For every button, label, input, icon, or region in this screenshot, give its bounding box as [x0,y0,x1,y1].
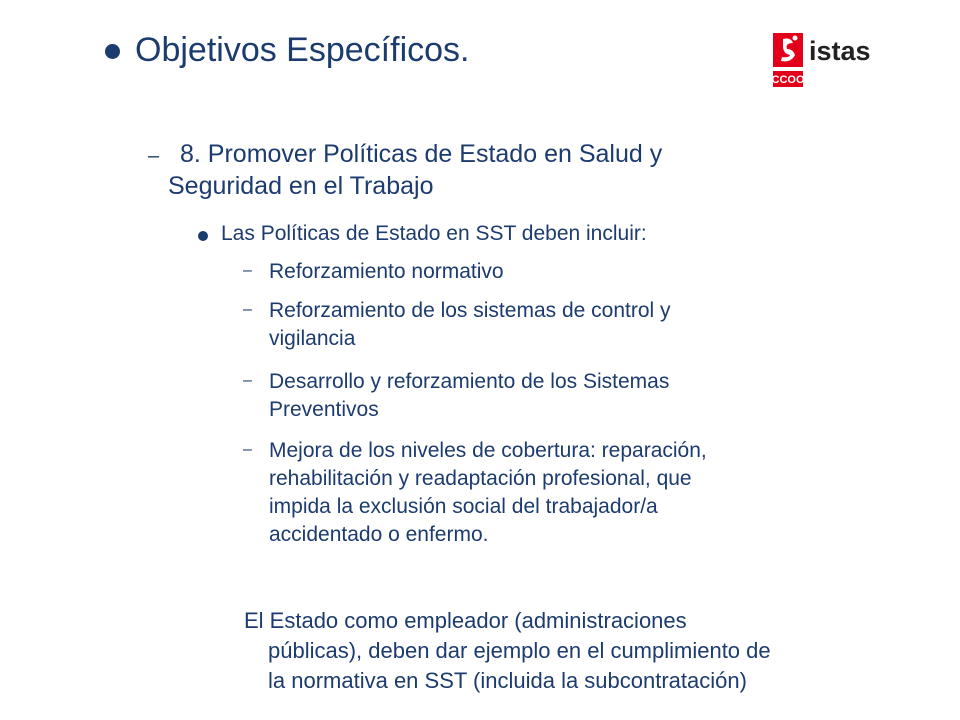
section-heading-line: Seguridad en el Trabajo [168,172,434,200]
list-item-line: Reforzamiento de los sistemas de control y [269,299,671,322]
logo-ccoo-text: CCOO [773,74,805,86]
list-item [269,368,839,424]
list-item-line: Preventivos [269,398,379,421]
list-item [269,297,839,353]
list-item-line: accidentado o enfermo. [269,523,489,546]
heading-dash-icon: – [148,145,160,167]
point-dash-icon: – [243,301,252,318]
section-heading [168,138,840,202]
page-title: Objetivos Específicos. [135,31,470,69]
point-dash-icon: – [243,441,252,458]
list-item-line: vigilancia [269,327,356,350]
list-item-line: impida la exclusión social del trabajador/a [269,495,658,518]
section-heading-line: 8. Promover Políticas de Estado en Salud y [180,140,663,168]
subheading: Las Políticas de Estado en SST deben incluir: [221,222,647,245]
subheading-bullet-icon [198,231,208,241]
title-bullet-icon [105,44,120,59]
closing-line: El Estado como empleador (administraciones [244,608,687,633]
point-dash-icon: – [243,372,252,389]
list-item-line: Mejora de los niveles de cobertura: reparación, [269,439,707,462]
closing-line: la normativa en SST (incluida la subcontratación) [268,668,747,693]
closing-line: públicas), deben dar ejemplo en el cumplimiento de [268,638,771,663]
istas-ccoo-logo [773,33,873,89]
list-item-line: Reforzamiento normativo [269,260,504,283]
logo-mark-icon [773,33,873,89]
point-dash-icon: – [243,262,252,279]
list-item [269,437,839,549]
closing-paragraph [244,606,904,696]
list-item-line: rehabilitación y readaptación profesional, que [269,467,692,490]
list-item [269,258,839,286]
list-item-line: Desarrollo y reforzamiento de los Sistemas [269,370,670,393]
logo-istas-text: istas [809,36,871,66]
